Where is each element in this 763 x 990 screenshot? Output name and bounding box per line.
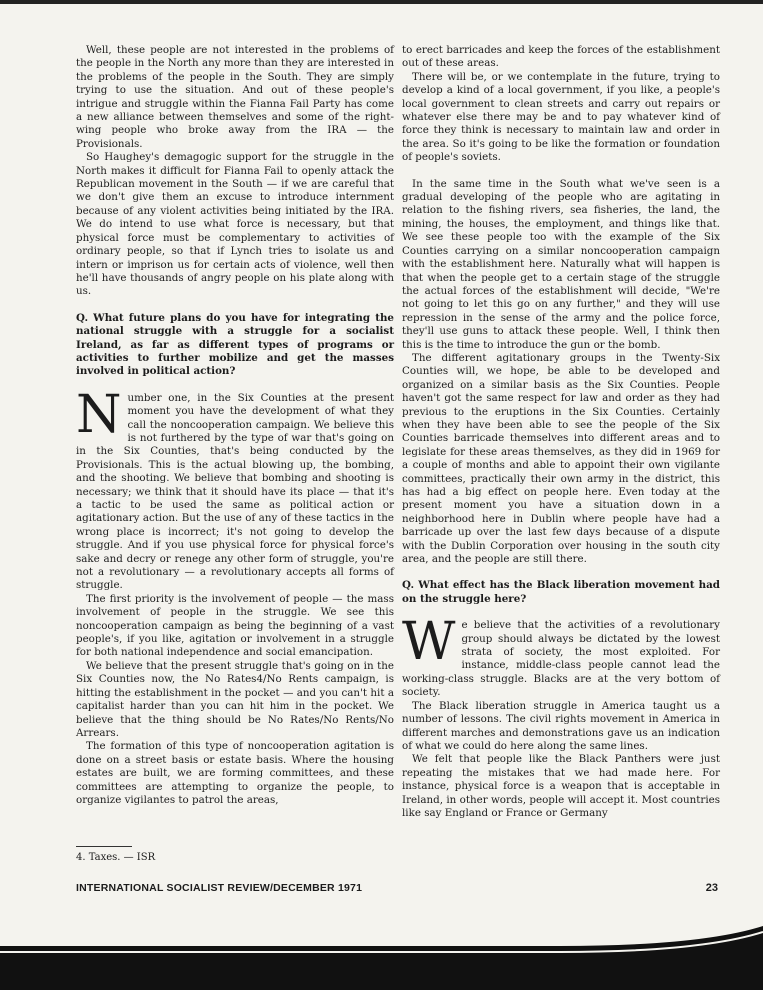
paragraph: The different agitationary groups in the Twenty-Six Counties will, we hope, be able to be developed and organized on a similar basis as the Six Counties. People haven't got the same respect for law and order as they had previous to the eruptions in the Six Counties. Certainly when they have been able to see the people of the Six Counties barricade themselves into different areas and to legislate for these areas themselves, as they did in 1969 for a couple of months and able to appoint their own vigilante committees, practically their own army in the district, this has had a big effect on people here. Even today at the present moment you have a situation down in a neighborhood here in Dublin where people have had a barricade up over the last few days because of a dispute with the Dublin Corporation over housing in the south city area, and the people are still there. — [402, 351, 720, 566]
paragraph: We believe that the present struggle that's going on in the Six Counties now, the No Rates4/No Rents campaign, is hitting the establishment in the pocket — and you can't hit a capitalist harder than you can hit him in the pocket. We believe that the thing should be No Rates/No Rents/No Arrears. — [76, 659, 394, 739]
paragraph: The formation of this type of noncooperation agitation is done on a street basis or estate basis. Where the housing estates are built, we are forming committees, and these committees are attempting to organize the people, to organize vigilantes to patrol the areas, — [76, 740, 394, 806]
paragraph: The Black liberation struggle in America taught us a number of lessons. The civil rights movement in America in different marches and demonstrations gave us an indication of what we could do here along the same lines. — [402, 699, 720, 752]
interview-question: Q. What effect has the Black liberation movement had on the struggle here? — [402, 579, 720, 605]
footnote-rule — [76, 846, 132, 847]
footnote: 4. Taxes. — ISR — [76, 852, 156, 863]
drop-cap: N — [76, 384, 122, 445]
paragraph: to erect barricades and keep the forces of the establishment out of these areas. — [402, 44, 720, 70]
paragraph: There will be, or we contemplate in the future, trying to develop a kind of a local government, if you like, a people's local government to clean streets and carry out repairs or whatever else there may be and to pay whatever kind of force they think is necessary to maintain law and order in the area. So it's going to be like the formation or foundation of people's soviets. — [402, 70, 720, 164]
paragraph: Well, these people are not interested in the problems of the people in the North any more than they are interested in the problems of the people in the South. They are simply trying to use the situation. And out of these people's intrigue and struggle within the Fianna Fail Party has come a new alliance between themselves and some of the right-wing people who broke away from the IRA — the Provisionals. — [76, 44, 394, 150]
page-number: 23 — [705, 882, 718, 894]
right-column — [402, 44, 720, 820]
top-rule — [0, 0, 763, 4]
publication-footer: INTERNATIONAL SOCIALIST REVIEW/DECEMBER 1971 — [76, 882, 363, 894]
paragraph: So Haughey's demagogic support for the struggle in the North makes it difficult for Fianna Fail to openly attack the Republican movement in the South — if we are careful that we don't give them an excuse to introduce internment because of any violent activities being initiated by the IRA. We do intend to use what force is necessary, but that physical force must be complementary to activities of ordinary people, so that if Lynch tries to isolate us and intern or imprison us for certain acts of violence, well then he'll have thousands of angry people on his plate along with us. — [76, 151, 394, 298]
paragraph: In the same time in the South what we've seen is a gradual developing of the people who are agitating in relation to the fishing rivers, sea fisheries, the land, the mining, the houses, the employment, and things like that. We see these people too with the example of the Six Counties carrying on a similar noncooperation campaign with the establishment here. Naturally what will happen is that when the people get to a certain stage of the struggle the actual forces of the establishment will decide, "We're not going to let this go on any further," and they will use repression in the sense of the army and the police force, they'll use guns to attack these people. Well, I think then this is the time to introduce the gun or the bomb. — [402, 177, 720, 351]
drop-cap: W — [402, 612, 456, 673]
answer-paragraph — [76, 384, 394, 593]
paragraph: We felt that people like the Black Panthers were just repeating the mistakes that we had made here. For instance, physical force is a weapon that is acceptable in Ireland, in other words, people will accept it. Most countries like say England or France or Germany — [402, 753, 720, 819]
answer-text: e believe that the activities of a revolutionary group should always be dictated by the lowest strata of society, the most exploited. For instance, middle-class people cannot lead the working-class struggle. Blacks are at the very bottom of society. — [402, 619, 720, 699]
answer-text: umber one, in the Six Counties at the present moment you have the development of what they call the noncooperation campaign. We believe this is not furthered by the type of war that's going on in the Six Counties, that's being conducted by the Provisionals. This is the actual blowing up, the bombing, and the shooting. We believe that bombing and shooting is necessary; we think that it should have its place — that it's a tactic to be used the same as political action or agitationary action. But the use of any of these tactics in the wrong place is incorrect; it's not going to develop the struggle. And if you use physical force for physical force's sake and decry or renege any other form of struggle, you're not a revolutionary — a revolutionary accepts all forms of struggle. — [76, 391, 394, 592]
paragraph: The first priority is the involvement of people — the mass involvement of people in the struggle. We see this noncooperation campaign as being the beginning of a vast people's, if you like, agitation or involvement in a struggle for both national independence and social emancipation. — [76, 592, 394, 659]
left-column — [76, 44, 394, 807]
answer-paragraph — [402, 612, 720, 699]
interview-question: Q. What future plans do you have for integrating the national struggle with a struggle for a socialist Ireland, as far as different types of programs or activities to further mobilize and get the masses involved in political action? — [76, 311, 394, 378]
page-edge-shadow — [0, 918, 763, 990]
